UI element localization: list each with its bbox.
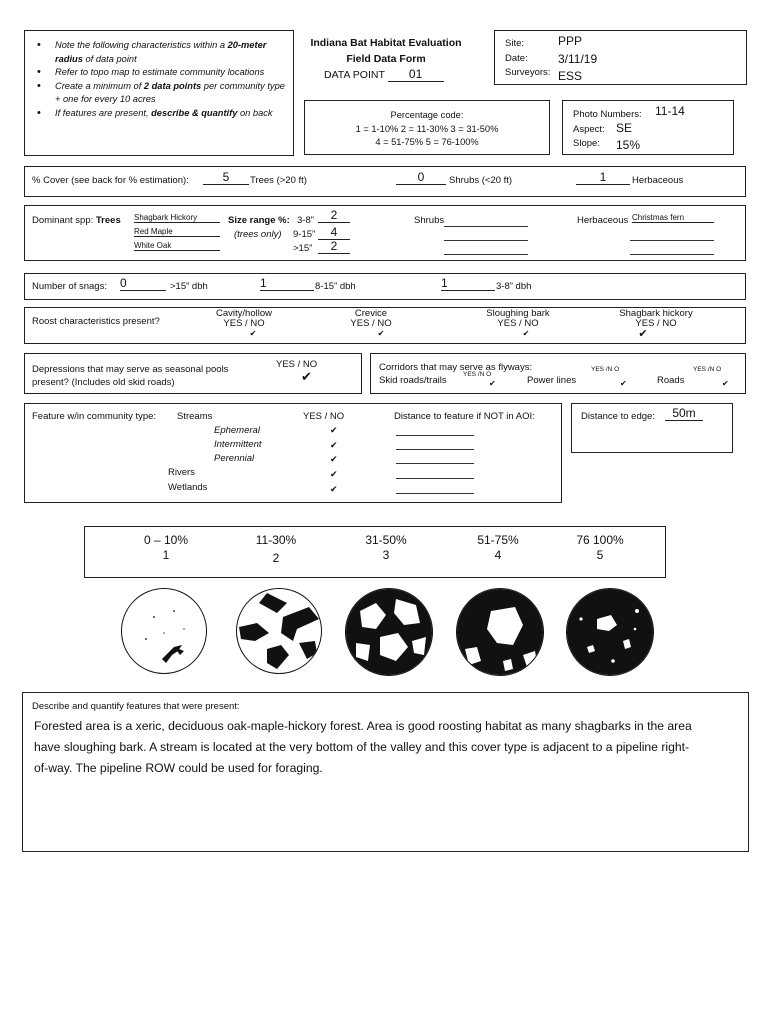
site-value[interactable]: PPP	[558, 34, 583, 48]
herb-cover-value[interactable]: 1	[576, 170, 630, 185]
herb-cover-label: Herbaceous	[632, 175, 684, 186]
site-label: Site:	[505, 38, 525, 49]
surveyors-value[interactable]: ESS	[558, 69, 583, 83]
form-title	[296, 35, 476, 67]
trees-cover-label: Trees (>20 ft)	[250, 175, 307, 186]
snags-small-value[interactable]: 1	[441, 276, 495, 291]
shrubs-cover-value[interactable]: 0	[396, 170, 446, 185]
ephemeral-label: Ephemeral	[214, 425, 260, 436]
note-item: • If features are present, describe & quantify on back	[31, 107, 287, 121]
percentage-code-title: Percentage code:	[390, 110, 464, 120]
check-icon: ✔	[722, 379, 729, 388]
data-point-field: DATA POINT 01	[324, 67, 444, 82]
roads-label: Roads	[657, 375, 685, 386]
check-icon: ✔	[301, 369, 312, 384]
form-title-line1: Indiana Bat Habitat Evaluation	[310, 37, 462, 49]
distance-line-3[interactable]	[396, 463, 474, 464]
scale-4: 51-75% 4	[477, 533, 519, 562]
slope-value[interactable]: 15%	[616, 138, 641, 152]
check-icon[interactable]: ✔	[330, 440, 338, 450]
scale-1: 0 – 10% 1	[143, 533, 189, 562]
shrubs-spp-line-3[interactable]	[444, 254, 528, 255]
cover-sketch-2	[237, 589, 322, 674]
cover-diagram-1	[121, 588, 207, 674]
trees-only-label: (trees only)	[234, 229, 282, 240]
perennial-label: Perennial	[214, 453, 255, 464]
skid-roads-label: Skid roads/trails	[379, 375, 447, 386]
roost-sloughing-bark: Sloughing bark YES / NO ✔	[466, 309, 570, 339]
trees-cover-value[interactable]: 5	[203, 170, 249, 185]
percentage-code-box	[304, 100, 550, 155]
snags-large-value[interactable]: 0	[120, 276, 166, 291]
shrubs-spp-label: Shrubs	[414, 215, 445, 226]
cover-diagram-3	[345, 588, 433, 676]
skid-roads-yes-no[interactable]: YES /N O	[463, 371, 492, 378]
note-item: • Refer to topo map to estimate community locations	[31, 66, 287, 80]
snags-large-label: >15” dbh	[170, 281, 208, 292]
dominant-spp-label: Dominant spp: Trees	[32, 215, 121, 226]
roost-label: Roost characteristics present?	[32, 316, 160, 327]
percentage-code-line2: 4 = 51-75% 5 = 76-100%	[375, 137, 479, 147]
slope-label: Slope:	[573, 138, 600, 149]
edge-value[interactable]: 50m	[665, 406, 703, 421]
aspect-value[interactable]: SE	[616, 121, 633, 135]
depressions-yes-no[interactable]: YES / NO	[276, 359, 318, 370]
features-yes-no-header: YES / NO	[303, 411, 345, 422]
snags-label: Number of snags:	[32, 281, 107, 292]
rivers-label: Rivers	[168, 467, 195, 478]
note-item: • Create a minimum of 2 data points per community type + one for every 10 acres	[31, 80, 287, 107]
cover-sketch-1	[122, 589, 207, 674]
roost-shagbark: Shagbark hickory YES / NO ✔	[606, 309, 706, 339]
check-icon[interactable]: ✔	[330, 425, 338, 435]
cover-diagram-4	[456, 588, 544, 676]
cover-diagram-2	[236, 588, 322, 674]
streams-label: Streams	[177, 411, 213, 422]
size-range-2-value[interactable]: 4	[318, 225, 350, 240]
distance-line-2[interactable]	[396, 449, 474, 450]
scale-2: 11-30% 2	[255, 533, 297, 565]
depressions-label: Depressions that may serve as seasonal pools present? (Includes old skid roads)	[32, 364, 229, 388]
snags-medium-label: 8-15” dbh	[315, 281, 356, 292]
corridors-label: Corridors that may serve as flyways:	[379, 362, 533, 373]
tree-species-3[interactable]: White Oak	[134, 241, 220, 251]
shrubs-spp-line-1[interactable]	[444, 226, 528, 227]
cover-sketch-3	[346, 589, 433, 676]
note-item: • Note the following characteristics within a 20-meter radius of data point	[31, 39, 287, 66]
feature-label: Feature w/in community type:	[32, 411, 157, 422]
check-icon: ✔	[249, 329, 257, 338]
tree-species-1[interactable]: Shagbark Hickory	[134, 213, 220, 223]
power-lines-label: Power lines	[527, 375, 577, 386]
percentage-code-line1: 1 = 1-10% 2 = 11-30% 3 = 31-50%	[355, 123, 499, 134]
edge-label: Distance to edge:	[581, 411, 655, 422]
describe-label: Describe and quantify features that were present:	[32, 701, 240, 712]
size-range-2-label: 9-15”	[293, 229, 316, 240]
check-icon: ✔	[620, 379, 627, 388]
distance-line-5[interactable]	[396, 493, 474, 494]
data-point-value[interactable]: 01	[388, 67, 444, 82]
herb-spp-label: Herbaceous	[577, 215, 629, 226]
cover-sketch-5	[567, 589, 654, 676]
check-icon: ✔	[489, 379, 496, 388]
size-range-1-label: 3-8”	[297, 215, 314, 226]
form-title-line2: Field Data Form	[346, 53, 426, 65]
wetlands-label: Wetlands	[168, 482, 208, 493]
photo-label: Photo Numbers:	[573, 109, 642, 120]
check-icon[interactable]: ✔	[330, 469, 338, 479]
check-icon[interactable]: ✔	[330, 484, 338, 494]
shrubs-cover-label: Shrubs (<20 ft)	[449, 175, 513, 186]
tree-species-2[interactable]: Red Maple	[134, 227, 220, 237]
cover-label: % Cover (see back for % estimation):	[32, 175, 189, 186]
size-range-1-value[interactable]: 2	[318, 208, 350, 223]
date-label: Date:	[505, 53, 528, 64]
scale-3: 31-50% 3	[365, 533, 407, 562]
cover-diagram-5	[566, 588, 654, 676]
check-icon: ✔	[377, 329, 385, 338]
intermittent-label: Intermittent	[214, 439, 262, 450]
photo-value[interactable]: 11-14	[655, 104, 685, 118]
size-range-3-value[interactable]: 2	[318, 239, 350, 254]
check-icon: ✔	[638, 328, 648, 340]
herb-spp-line-3[interactable]	[630, 254, 714, 255]
distance-line-1[interactable]	[396, 435, 474, 436]
roost-cavity: Cavity/hollow YES / NO ✔	[196, 309, 292, 339]
snags-medium-value[interactable]: 1	[260, 276, 314, 291]
instructions-list	[31, 39, 287, 120]
roads-yes-no[interactable]: YES /N O	[693, 366, 722, 373]
check-icon: ✔	[522, 329, 530, 338]
date-value[interactable]: 3/11/19	[558, 52, 598, 66]
size-range-label: Size range %:	[228, 215, 290, 226]
herb-spp-1[interactable]: Christmas fern	[632, 213, 714, 223]
instructions-box	[24, 30, 294, 156]
cover-sketch-4	[457, 589, 544, 676]
distance-header: Distance to feature if NOT in AOI:	[394, 411, 535, 422]
snags-small-label: 3-8” dbh	[496, 281, 532, 292]
roost-crevice: Crevice YES / NO ✔	[326, 309, 416, 339]
herb-spp-line-2[interactable]	[630, 240, 714, 241]
describe-text[interactable]: Forested area is a xeric, deciduous oak-maple-hickory forest. Area is good roosting habitat as many shagbarks in the area have sloughing bark. A stream is located at the very bottom of the valley and this cover type is adjacent to a pipeline right- of-way. The pipeline ROW could be used for foraging.	[34, 719, 692, 775]
check-icon[interactable]: ✔	[330, 454, 338, 464]
size-range-3-label: >15”	[293, 243, 313, 254]
scale-5: 76 100% 5	[576, 533, 624, 562]
surveyors-label: Surveyors:	[505, 67, 551, 78]
distance-line-4[interactable]	[396, 478, 474, 479]
shrubs-spp-line-2[interactable]	[444, 240, 528, 241]
corridors-box	[370, 353, 746, 394]
power-lines-yes-no[interactable]: YES /N O	[591, 366, 620, 373]
aspect-label: Aspect:	[573, 124, 605, 135]
